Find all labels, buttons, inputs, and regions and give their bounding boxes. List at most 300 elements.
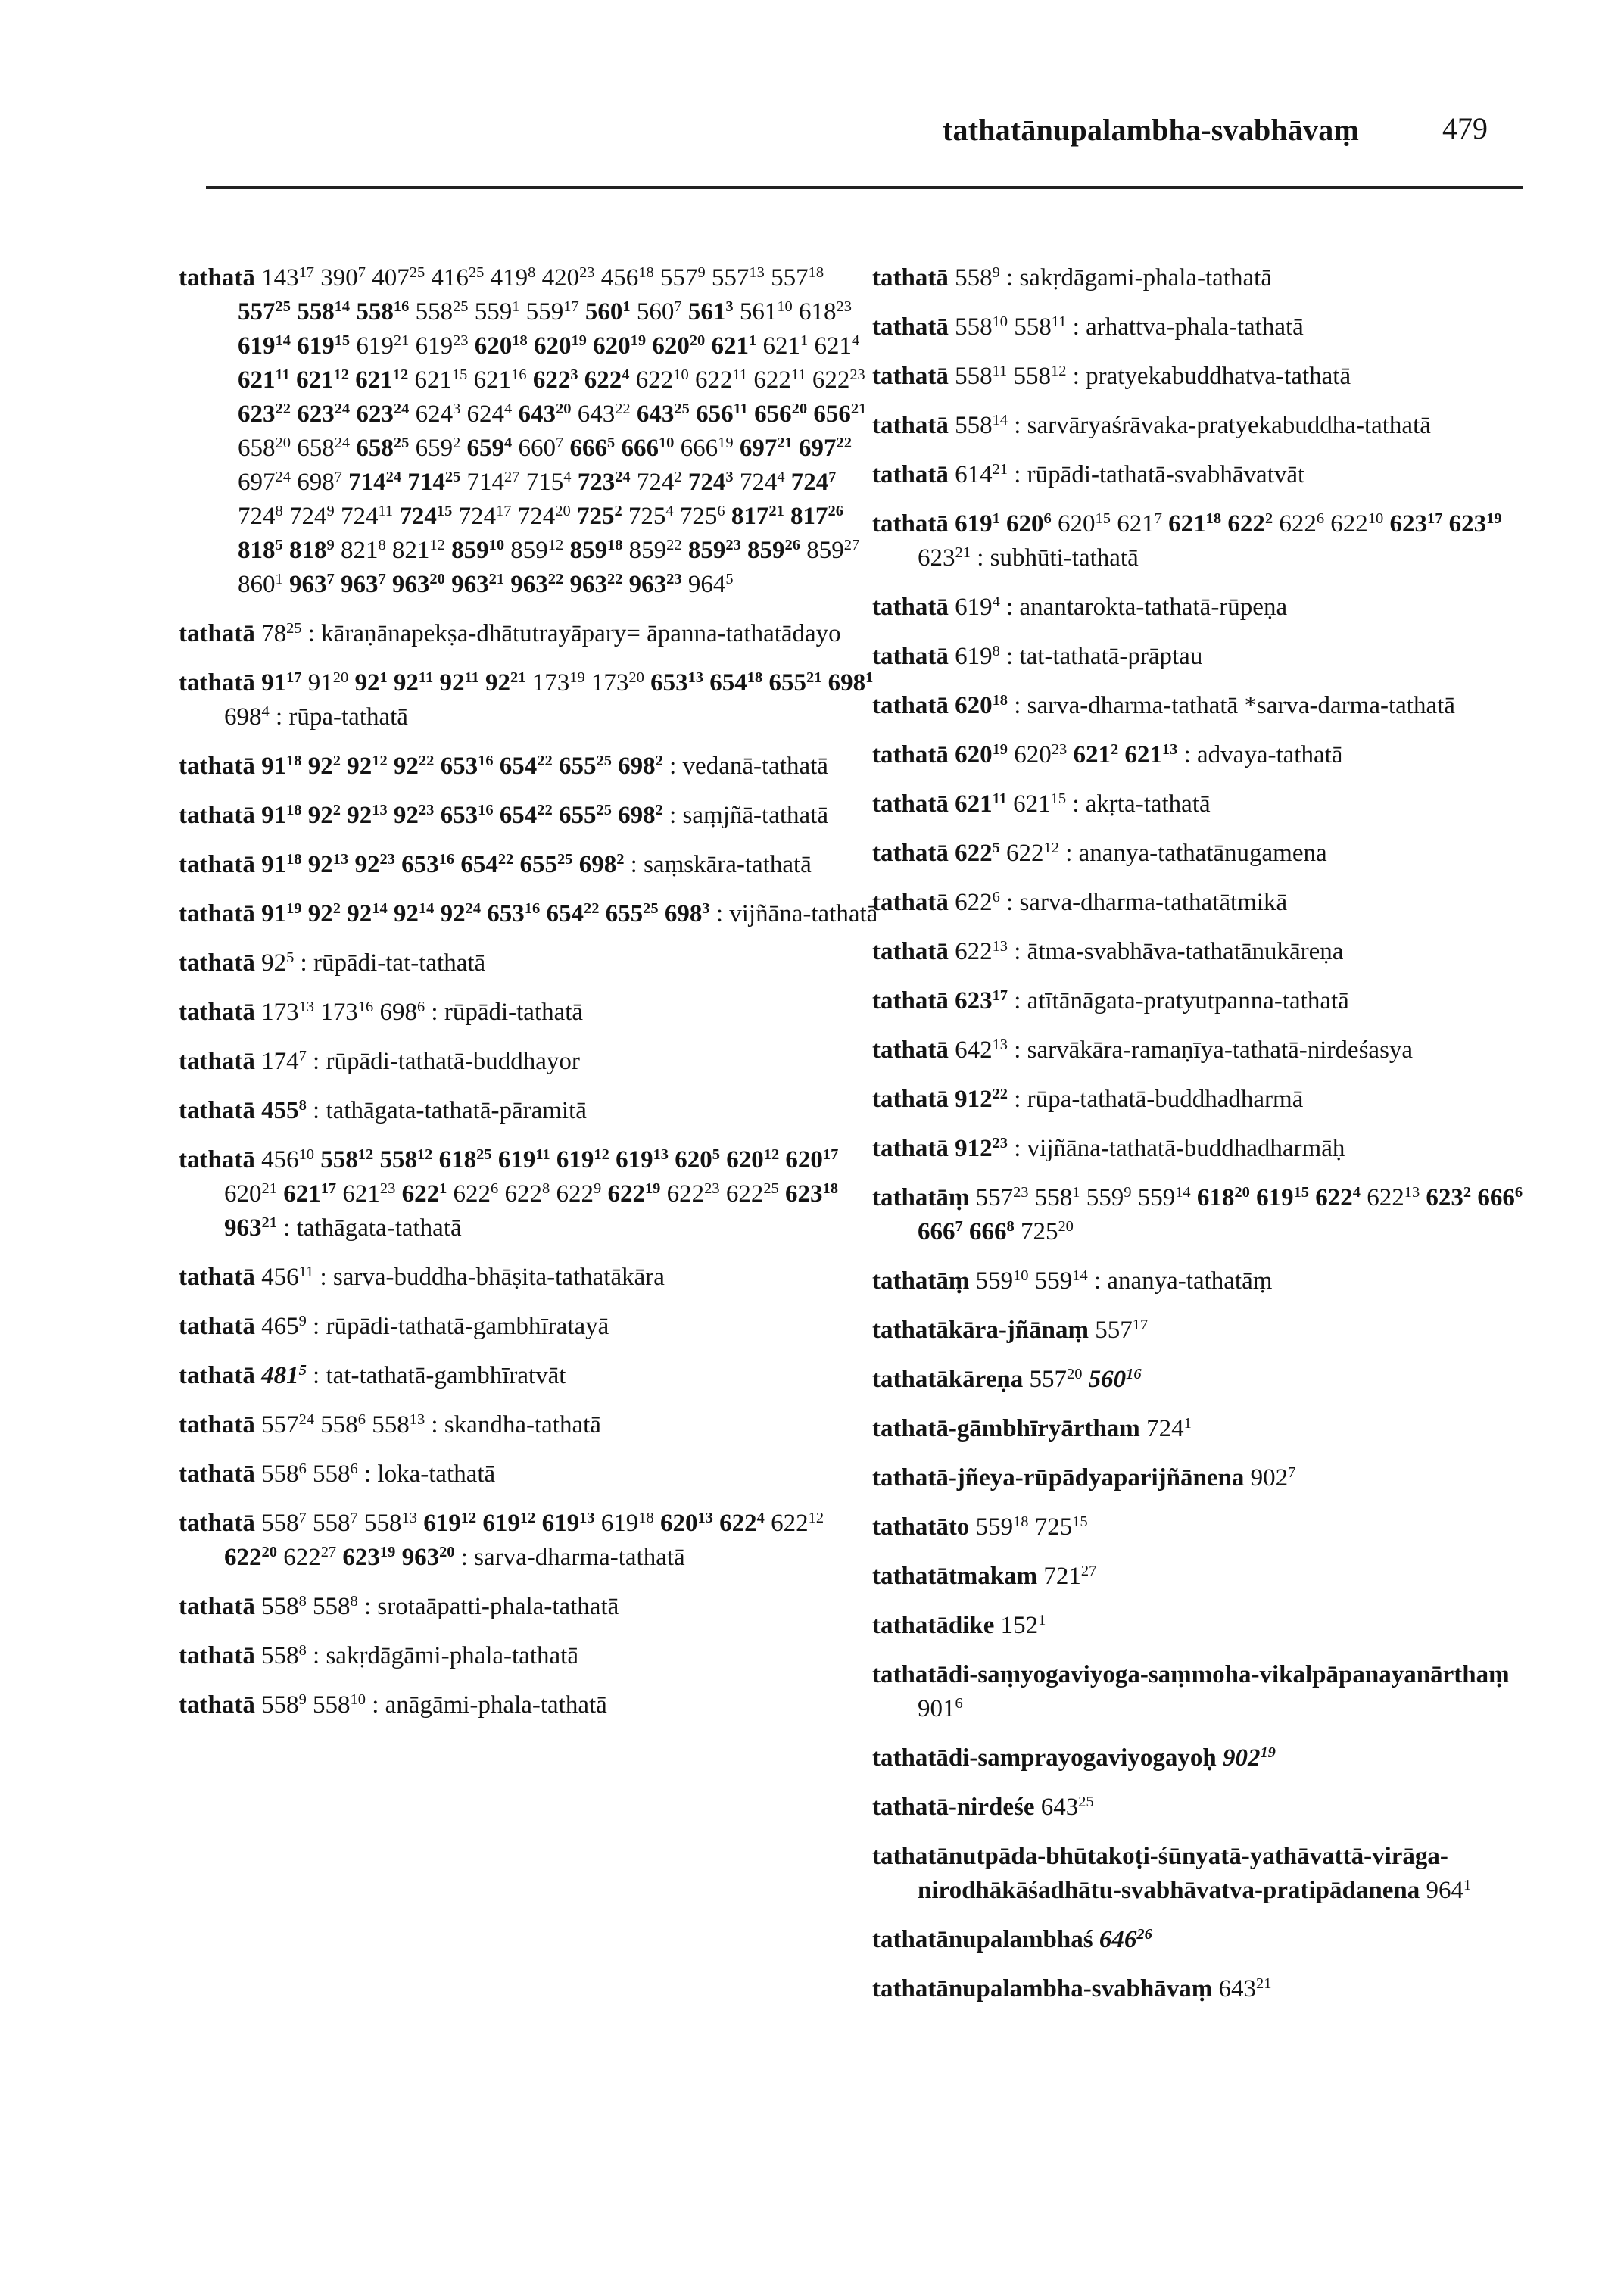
reference-page: 618 [799, 298, 837, 326]
index-entry [872, 1461, 1538, 1495]
reference-line: 18 [606, 536, 623, 553]
page-reference [726, 1180, 779, 1208]
index-entry [872, 409, 1538, 443]
index-entry [179, 799, 879, 833]
page-reference [261, 1411, 314, 1438]
reference-page: 92 [307, 851, 333, 878]
reference-line: 9 [298, 1691, 307, 1708]
page-reference [441, 802, 494, 829]
page-reference [451, 537, 504, 564]
reference-line: 23 [849, 366, 865, 383]
reference-page: 558 [261, 1460, 299, 1488]
reference-line: 1 [1038, 1611, 1046, 1629]
reference-page: 559 [525, 298, 564, 326]
reference-line: 2 [655, 752, 663, 769]
reference-page: 619 [556, 1146, 594, 1173]
reference-page: 902 [1222, 1744, 1261, 1772]
reference-page: 654 [499, 753, 538, 780]
page-reference [578, 469, 631, 496]
entry-gloss: : vijñāna-tathatā-buddhadharmāḥ [1014, 1135, 1345, 1162]
reference-line: 11 [992, 362, 1008, 379]
reference-page: 92 [440, 900, 466, 927]
reference-line: 2 [453, 434, 461, 451]
reference-page: 622 [635, 366, 674, 394]
reference-page: 642 [955, 1036, 993, 1064]
reference-line: 15 [1095, 510, 1111, 527]
page-reference [451, 571, 504, 598]
reference-page: 559 [1086, 1184, 1124, 1211]
reference-line: 12 [594, 1145, 609, 1163]
index-entry [872, 886, 1538, 920]
entry-headword: tathatā [872, 741, 949, 768]
reference-line: 12 [763, 1145, 780, 1163]
page-reference [681, 435, 734, 462]
page-reference [238, 401, 291, 428]
page-reference [289, 571, 335, 598]
page-reference [591, 669, 644, 697]
reference-page: 92 [307, 900, 333, 927]
page-reference [526, 469, 572, 496]
page-reference [1035, 1513, 1088, 1541]
reference-line: 24 [393, 400, 410, 417]
page-reference [520, 851, 573, 878]
reference-page: 621 [1013, 790, 1051, 818]
reference-line: 25 [557, 850, 573, 868]
reference-line: 18 [808, 263, 824, 281]
page-reference [238, 366, 290, 394]
page-reference [407, 469, 460, 496]
page-reference [1095, 1317, 1148, 1344]
page-reference [688, 537, 741, 564]
index-entry [179, 1457, 879, 1491]
index-entry [872, 1658, 1538, 1726]
reference-page: 656 [696, 401, 734, 428]
reference-page: 621 [1124, 741, 1162, 768]
page-reference [569, 537, 622, 564]
reference-page: 725 [576, 503, 615, 530]
index-entry [872, 1132, 1538, 1166]
page-reference [1168, 510, 1221, 538]
reference-line: 27 [504, 468, 520, 485]
page-reference [969, 1218, 1015, 1245]
page-reference [238, 332, 291, 360]
reference-page: 456 [600, 264, 639, 291]
page-reference [1227, 510, 1273, 538]
page-reference [688, 571, 734, 598]
reference-line: 1 [865, 669, 874, 686]
reference-page: 721 [1043, 1563, 1081, 1590]
index-entry [872, 640, 1538, 674]
reference-line: 9 [326, 536, 335, 553]
reference-page: 622 [753, 366, 791, 394]
reference-page: 698 [224, 703, 262, 731]
reference-line: 21 [393, 332, 410, 349]
reference-page: 724 [636, 469, 675, 496]
reference-page: 619 [541, 1510, 580, 1537]
page-reference [1035, 1267, 1088, 1295]
reference-page: 622 [607, 1180, 645, 1208]
entry-gloss: : arhattva-phala-tathatā [1072, 313, 1304, 341]
reference-line: 20 [1234, 1183, 1250, 1201]
reference-page: 621 [283, 1180, 321, 1208]
entry-headword: tathatā [179, 1048, 255, 1075]
reference-line: 7 [326, 570, 335, 588]
page-reference [712, 264, 765, 291]
page-reference [955, 643, 1000, 670]
page-reference [955, 889, 1000, 916]
reference-line: 21 [1256, 1975, 1272, 1992]
reference-line: 18 [512, 332, 528, 349]
reference-line: 24 [385, 468, 402, 485]
reference-page: 416 [431, 264, 469, 291]
reference-page: 859 [747, 537, 785, 564]
reference-page: 621 [955, 790, 993, 818]
reference-page: 92 [354, 851, 380, 878]
page-reference [356, 332, 409, 360]
index-entry [179, 996, 879, 1030]
reference-line: 16 [524, 899, 541, 917]
page-reference [283, 1180, 336, 1208]
page-reference [354, 669, 387, 697]
entry-headword: tathatānupalambhaś [872, 1926, 1093, 1953]
reference-line: 4 [563, 468, 572, 485]
reference-line: 23 [418, 801, 435, 818]
reference-page: 92 [393, 802, 419, 829]
page-reference [416, 435, 461, 462]
reference-page: 724 [340, 503, 379, 530]
reference-page: 419 [490, 264, 528, 291]
page-reference [460, 851, 513, 878]
index-entry [872, 507, 1538, 575]
page-reference [955, 692, 1008, 719]
page-reference [238, 503, 283, 530]
reference-page: 724 [458, 503, 497, 530]
reference-line: 23 [1051, 740, 1068, 758]
page-reference [559, 753, 612, 780]
page-reference [606, 900, 659, 927]
page-reference [510, 571, 563, 598]
reference-page: 557 [771, 264, 809, 291]
reference-line: 9 [593, 1180, 602, 1197]
page-reference [518, 503, 571, 530]
reference-line: 13 [992, 1036, 1008, 1053]
page-reference [740, 469, 785, 496]
reference-line: 24 [298, 1410, 315, 1428]
reference-line: 22 [992, 1085, 1008, 1102]
page-reference [1014, 313, 1066, 341]
reference-page: 621 [473, 366, 512, 394]
reference-line: 10 [1013, 1267, 1029, 1284]
page-reference [569, 435, 615, 462]
reference-page: 859 [510, 537, 548, 564]
reference-page: 559 [975, 1513, 1014, 1541]
page-reference [1014, 363, 1067, 390]
reference-line: 6 [717, 502, 725, 519]
reference-line: 20 [556, 400, 572, 417]
reference-page: 964 [1426, 1877, 1464, 1904]
reference-page: 173 [531, 669, 570, 697]
reference-page: 655 [605, 900, 644, 927]
page-reference [224, 1180, 277, 1208]
page-reference [342, 1180, 395, 1208]
reference-page: 620 [675, 1146, 712, 1173]
reference-page: 91 [261, 669, 287, 697]
reference-page: 558 [313, 1510, 351, 1537]
page-reference [356, 298, 409, 326]
reference-line: 12 [460, 1509, 477, 1526]
reference-line: 25 [393, 434, 410, 451]
page-reference [628, 503, 674, 530]
page-reference [753, 366, 806, 394]
reference-page: 557 [261, 1411, 299, 1438]
reference-page: 725 [1020, 1218, 1058, 1245]
reference-line: 2 [1110, 740, 1119, 758]
reference-line: 3 [702, 899, 710, 917]
page-reference [1041, 1794, 1094, 1821]
reference-line: 18 [1013, 1513, 1029, 1530]
entry-gloss: : sarva-dharma-tathatā *sarva-darma-tathatā [1014, 692, 1455, 719]
reference-page: 859 [569, 537, 607, 564]
reference-page: 622 [401, 1180, 440, 1208]
page-reference [454, 1180, 499, 1208]
index-entry [179, 848, 879, 882]
reference-line: 4 [756, 1509, 765, 1526]
reference-line: 14 [418, 899, 435, 917]
reference-line: 11 [733, 400, 748, 417]
reference-line: 12 [547, 536, 564, 553]
page-reference [364, 1510, 417, 1537]
reference-line: 26 [784, 536, 800, 553]
reference-line: 12 [1043, 839, 1059, 856]
page-reference [955, 264, 1000, 291]
reference-line: 24 [334, 434, 351, 451]
reference-line: 5 [712, 1145, 720, 1163]
reference-page: 658 [297, 435, 335, 462]
reference-page: 698 [297, 469, 335, 496]
entry-headword: tathatā [179, 851, 255, 878]
page-reference [1367, 1184, 1420, 1211]
reference-page: 963 [340, 571, 379, 598]
page-reference [1058, 510, 1111, 538]
reference-line: 25 [275, 298, 291, 315]
index-entry [872, 1741, 1538, 1775]
reference-line: 22 [666, 536, 682, 553]
entry-gloss: : atītānāgata-pratyutpanna-tathatā [1014, 987, 1349, 1015]
reference-line: 6 [350, 1460, 358, 1477]
reference-page: 559 [975, 1267, 1014, 1295]
reference-line: 20 [555, 502, 571, 519]
reference-page: 622 [719, 1510, 757, 1537]
entry-headword: tathatā [179, 1593, 255, 1620]
reference-line: 11 [992, 790, 1007, 807]
page-reference [261, 1097, 307, 1124]
entry-headword: tathatā [872, 987, 949, 1015]
entry-gloss: : sarva-buddha-bhāṣita-tathatākāra [320, 1264, 665, 1291]
page-reference [740, 298, 793, 326]
reference-page: 621 [1117, 510, 1155, 538]
reference-line: 7 [298, 1047, 307, 1064]
running-head-title: tathatānupalambha-svabhāvaṃ [943, 113, 1359, 147]
page-reference [475, 332, 528, 360]
reference-line: 25 [674, 400, 690, 417]
reference-line: 9 [298, 1312, 307, 1329]
entry-gloss: : vijñāna-tathatā [715, 900, 878, 927]
page-reference [392, 571, 445, 598]
reference-line: 19 [286, 899, 302, 917]
reference-page: 558 [261, 1510, 299, 1537]
reference-page: 963 [391, 571, 430, 598]
reference-line: 6 [298, 1460, 307, 1477]
reference-line: 14 [372, 899, 388, 917]
page-reference [1197, 1184, 1250, 1211]
reference-line: 19 [1486, 510, 1502, 527]
reference-line: 1 [512, 298, 520, 315]
reference-page: 558 [955, 313, 993, 341]
reference-page: 653 [440, 753, 478, 780]
entry-headword: tathatākāreṇa [872, 1366, 1024, 1393]
index-entry [872, 360, 1538, 394]
page-reference [372, 264, 425, 291]
page-reference [261, 620, 301, 647]
reference-line: 5 [298, 1361, 307, 1379]
reference-page: 558 [356, 298, 394, 326]
reference-line: 7 [556, 434, 564, 451]
page-reference [569, 571, 622, 598]
index-entry [872, 738, 1538, 772]
reference-page: 698 [379, 999, 417, 1026]
reference-page: 456 [261, 1146, 299, 1173]
reference-line: 7 [828, 468, 837, 485]
entry-headword: tathatā [872, 1135, 949, 1162]
page-reference [467, 401, 513, 428]
reference-page: 624 [415, 401, 454, 428]
page-reference [342, 1544, 395, 1571]
page-reference [1426, 1877, 1472, 1904]
reference-line: 23 [379, 1180, 396, 1197]
reference-line: 11 [275, 366, 290, 383]
reference-line: 15 [1072, 1513, 1088, 1530]
reference-page: 558 [1014, 313, 1052, 341]
page-reference [261, 1691, 307, 1719]
reference-line: 10 [350, 1691, 366, 1708]
reference-line: 6 [357, 1410, 366, 1428]
reference-line: 13 [749, 263, 765, 281]
reference-page: 620 [955, 692, 993, 719]
page-reference [439, 669, 478, 697]
page-reference [308, 669, 348, 697]
page-reference [762, 332, 808, 360]
page-reference [238, 571, 283, 598]
reference-page: 623 [356, 401, 394, 428]
reference-line: 12 [519, 1509, 536, 1526]
reference-line: 23 [725, 536, 741, 553]
reference-page: 558 [364, 1510, 402, 1537]
reference-line: 15 [334, 332, 351, 349]
page-reference [660, 1510, 713, 1537]
reference-line: 12 [429, 536, 445, 553]
page-reference [771, 264, 824, 291]
reference-page: 92 [347, 802, 372, 829]
reference-page: 619 [423, 1510, 461, 1537]
reference-line: 22 [537, 752, 553, 769]
page-reference [261, 669, 301, 697]
page-reference [261, 851, 301, 878]
reference-page: 653 [401, 851, 439, 878]
reference-page: 622 [666, 1180, 705, 1208]
page-reference [546, 900, 599, 927]
reference-line: 11 [298, 1263, 314, 1280]
reference-page: 456 [261, 1264, 299, 1291]
entry-headword: tathatānutpāda-bhūtakoṭi-śūnyatā-yathāvattā-virāga-nirodhākāśadhātu-svabhāvatva-pratipādanena [872, 1843, 1448, 1904]
page-reference [532, 669, 585, 697]
page-reference [955, 363, 1007, 390]
entry-headword: tathatādike [872, 1612, 995, 1639]
reference-page: 698 [578, 851, 617, 878]
reference-page: 698 [618, 753, 656, 780]
reference-line: 25 [763, 1180, 779, 1197]
reference-page: 697 [739, 435, 778, 462]
reference-page: 902 [1250, 1464, 1289, 1491]
entry-headword: tathatā [179, 1510, 255, 1537]
reference-line: 20 [628, 669, 644, 686]
entry-gloss: : rūpa-tathatā-buddhadharmā [1014, 1086, 1304, 1113]
reference-page: 558 [372, 1411, 410, 1438]
page-reference [1477, 1184, 1523, 1211]
header-rule [206, 186, 1523, 189]
page-reference [636, 366, 689, 394]
page-reference [356, 435, 409, 462]
reference-page: 643 [577, 401, 616, 428]
reference-line: 23 [453, 332, 469, 349]
reference-line: 12 [416, 1145, 433, 1163]
page-reference [431, 264, 484, 291]
entry-headword: tathatā [179, 1313, 255, 1340]
reference-line: 20 [275, 434, 291, 451]
index-column-right [872, 261, 1538, 2021]
reference-page: 92 [354, 669, 380, 697]
page-reference [526, 298, 579, 326]
reference-page: 697 [799, 435, 837, 462]
page-reference [955, 313, 1008, 341]
reference-page: 558 [1013, 363, 1052, 390]
reference-page: 622 [1330, 510, 1368, 538]
reference-line: 25 [286, 619, 302, 637]
page-reference [791, 469, 837, 496]
reference-line: 18 [1205, 510, 1222, 527]
reference-page: 724 [687, 469, 726, 496]
reference-line: 16 [357, 998, 374, 1015]
page-reference [533, 366, 578, 394]
entry-gloss: : ananya-tathatāṃ [1093, 1267, 1273, 1295]
reference-page: 619 [955, 510, 993, 538]
page-reference [785, 1146, 838, 1173]
reference-page: 619 [616, 1146, 653, 1173]
reference-line: 13 [332, 850, 349, 868]
page-reference [487, 900, 540, 927]
reference-line: 23 [579, 263, 595, 281]
reference-page: 621 [1073, 741, 1111, 768]
reference-line: 21 [261, 1180, 277, 1197]
reference-page: 724 [790, 469, 829, 496]
entry-gloss: : anantarokta-tathatā-rūpeṇa [1006, 594, 1288, 621]
index-entry [872, 1314, 1538, 1348]
index-entry [179, 1590, 879, 1624]
page-reference [1001, 1612, 1046, 1639]
reference-page: 724 [517, 503, 556, 530]
reference-page: 621 [355, 366, 393, 394]
reference-page: 620 [726, 1146, 764, 1173]
reference-page: 859 [687, 537, 726, 564]
